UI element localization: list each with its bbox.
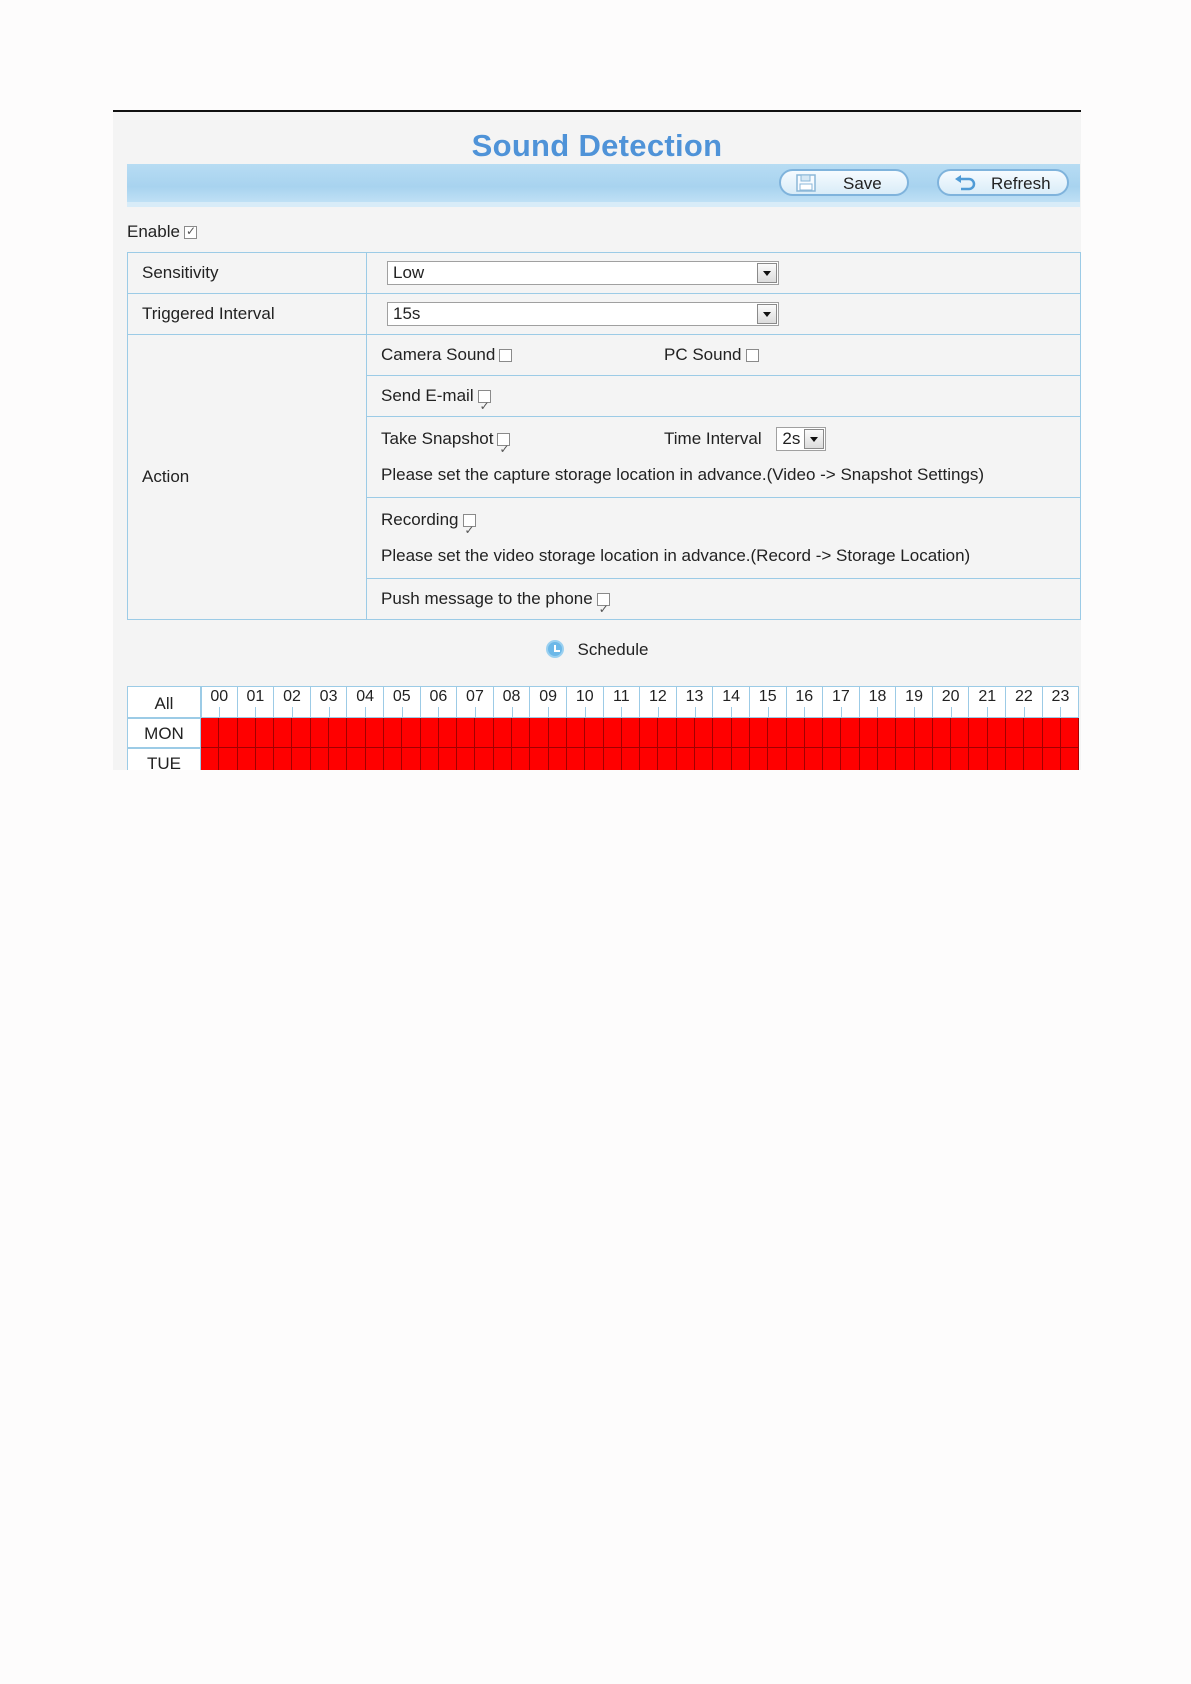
schedule-slot[interactable] [860, 748, 878, 770]
schedule-slot[interactable] [201, 718, 219, 748]
chevron-down-icon [757, 263, 777, 283]
schedule-slot[interactable] [787, 718, 805, 748]
page-title: Sound Detection [471, 128, 723, 163]
schedule-label: Schedule [577, 640, 649, 659]
hour-header-cell[interactable]: 00 [201, 686, 238, 718]
enable-label: Enable [127, 222, 180, 241]
hour-header-cell[interactable]: 05 [384, 686, 421, 718]
hour-header-cell[interactable]: 11 [604, 686, 641, 718]
schedule-slot[interactable] [238, 748, 256, 770]
schedule-slot[interactable] [439, 748, 457, 770]
recording-note: Please set the video storage location in advance.(Record -> Storage Location) [381, 546, 971, 565]
schedule-slot[interactable] [439, 718, 457, 748]
schedule-slot[interactable] [1061, 718, 1079, 748]
schedule-header [113, 640, 1081, 660]
hour-header [201, 686, 1079, 718]
hour-header-cell[interactable]: 16 [787, 686, 824, 718]
schedule-slot[interactable] [347, 748, 365, 770]
schedule-slot[interactable] [347, 718, 365, 748]
schedule-slot[interactable] [622, 718, 640, 748]
schedule-slot[interactable] [915, 718, 933, 748]
time-interval-label: Time Interval [664, 429, 762, 448]
recording-label: Recording [381, 510, 459, 529]
schedule-slot[interactable] [658, 718, 676, 748]
hour-header-cell[interactable]: 12 [640, 686, 677, 718]
schedule-slot[interactable] [311, 718, 329, 748]
enable-row [127, 222, 197, 242]
schedule-slot[interactable] [677, 718, 695, 748]
schedule-slot[interactable] [292, 718, 310, 748]
schedule-slot[interactable] [494, 748, 512, 770]
day-label-mon[interactable]: MON [127, 718, 201, 748]
schedule-slot[interactable] [695, 748, 713, 770]
hour-header-cell[interactable]: 09 [530, 686, 567, 718]
schedule-slot[interactable] [457, 718, 475, 748]
schedule-slot[interactable] [988, 718, 1006, 748]
hour-header-cell[interactable]: 23 [1043, 686, 1080, 718]
schedule-slot[interactable] [384, 748, 402, 770]
schedule-slot[interactable] [841, 748, 859, 770]
schedule-slot[interactable] [219, 748, 237, 770]
recording-checkbox[interactable] [463, 514, 476, 527]
hour-header-cell[interactable]: 06 [421, 686, 458, 718]
schedule-slot[interactable] [896, 718, 914, 748]
schedule-slot[interactable] [805, 748, 823, 770]
hour-header-cell[interactable]: 20 [933, 686, 970, 718]
hour-header-cell[interactable]: 08 [494, 686, 531, 718]
schedule-slot[interactable] [604, 748, 622, 770]
save-button[interactable] [779, 169, 909, 196]
triggered-interval-label: Triggered Interval [128, 294, 367, 335]
schedule-slot[interactable] [1006, 718, 1024, 748]
schedule-slot[interactable] [823, 718, 841, 748]
schedule-slot[interactable] [1024, 718, 1042, 748]
schedule-slot[interactable] [585, 748, 603, 770]
take-snapshot-checkbox[interactable] [497, 433, 510, 446]
pc-sound-label: PC Sound [664, 345, 742, 364]
schedule-slot[interactable] [969, 718, 987, 748]
hour-header-cell[interactable]: 17 [823, 686, 860, 718]
schedule-slot[interactable] [292, 748, 310, 770]
sensitivity-select[interactable] [387, 261, 779, 285]
schedule-slot[interactable] [311, 748, 329, 770]
schedule-slot[interactable] [860, 718, 878, 748]
schedule-slot[interactable] [256, 748, 274, 770]
hour-header-cell[interactable]: 21 [969, 686, 1006, 718]
schedule-slot[interactable] [475, 748, 493, 770]
schedule-slot[interactable] [494, 718, 512, 748]
schedule-slot[interactable] [768, 718, 786, 748]
schedule-slot[interactable] [384, 718, 402, 748]
hour-header-cell[interactable]: 07 [457, 686, 494, 718]
schedule-slot[interactable] [512, 748, 530, 770]
schedule-slot[interactable] [988, 748, 1006, 770]
schedule-slot[interactable] [530, 748, 548, 770]
select-all-cell[interactable]: All [127, 686, 201, 718]
schedule-slot[interactable] [750, 748, 768, 770]
sensitivity-label: Sensitivity [128, 253, 367, 294]
clock-icon [546, 640, 564, 658]
schedule-slot[interactable] [585, 718, 603, 748]
save-label: Save [843, 174, 882, 193]
schedule-slot[interactable] [604, 718, 622, 748]
sound-detection-panel [113, 110, 1081, 770]
hour-header-cell[interactable]: 13 [677, 686, 714, 718]
schedule-slot[interactable] [622, 748, 640, 770]
schedule-slot[interactable] [787, 748, 805, 770]
schedule-slot[interactable] [567, 748, 585, 770]
settings-table [127, 252, 1081, 620]
schedule-slot[interactable] [750, 718, 768, 748]
schedule-slot[interactable] [329, 718, 347, 748]
schedule-slot[interactable] [366, 718, 384, 748]
schedule-slot[interactable] [951, 718, 969, 748]
send-email-checkbox[interactable] [478, 390, 491, 403]
schedule-slot[interactable] [732, 718, 750, 748]
schedule-slot[interactable] [549, 718, 567, 748]
triggered-interval-select[interactable] [387, 302, 779, 326]
schedule-slot[interactable] [658, 748, 676, 770]
hour-header-cell[interactable]: 18 [860, 686, 897, 718]
schedule-slot[interactable] [823, 748, 841, 770]
schedule-slot[interactable] [933, 718, 951, 748]
schedule-slot[interactable] [1043, 718, 1061, 748]
enable-checkbox[interactable] [184, 226, 197, 239]
schedule-slot[interactable] [567, 718, 585, 748]
schedule-slot[interactable] [677, 748, 695, 770]
schedule-slot[interactable] [457, 748, 475, 770]
schedule-slot[interactable] [1043, 748, 1061, 770]
schedule-slot[interactable] [1061, 748, 1079, 770]
schedule-slot[interactable] [841, 718, 859, 748]
schedule-slot[interactable] [219, 718, 237, 748]
schedule-slot[interactable] [402, 748, 420, 770]
schedule-slot[interactable] [402, 718, 420, 748]
toolbar [127, 164, 1080, 207]
push-message-checkbox[interactable] [597, 593, 610, 606]
schedule-slot[interactable] [329, 748, 347, 770]
schedule-slot[interactable] [256, 718, 274, 748]
schedule-slot[interactable] [238, 718, 256, 748]
hour-header-cell[interactable]: 14 [713, 686, 750, 718]
schedule-slot[interactable] [878, 718, 896, 748]
hour-header-cell[interactable]: 22 [1006, 686, 1043, 718]
pc-sound-checkbox[interactable] [746, 349, 759, 362]
hour-header-cell[interactable]: 03 [311, 686, 348, 718]
schedule-slot[interactable] [366, 748, 384, 770]
hour-header-cell[interactable]: 04 [347, 686, 384, 718]
schedule-slot[interactable] [201, 748, 219, 770]
schedule-slot[interactable] [530, 718, 548, 748]
schedule-slot[interactable] [549, 748, 567, 770]
schedule-slot[interactable] [640, 748, 658, 770]
camera-sound-label: Camera Sound [381, 345, 496, 364]
chevron-down-icon [804, 429, 824, 449]
schedule-slot[interactable] [951, 748, 969, 770]
schedule-slot[interactable] [640, 718, 658, 748]
schedule-slot[interactable] [969, 748, 987, 770]
schedule-slot[interactable] [274, 748, 292, 770]
refresh-label: Refresh [991, 174, 1051, 193]
send-email-label: Send E-mail [381, 386, 474, 405]
schedule-slot[interactable] [732, 748, 750, 770]
schedule-slot[interactable] [1006, 748, 1024, 770]
hour-header-cell[interactable]: 19 [896, 686, 933, 718]
sensitivity-value: Low [393, 263, 425, 282]
hour-header-cell[interactable]: 01 [238, 686, 275, 718]
time-interval-value: 2s [782, 429, 801, 448]
schedule-slot[interactable] [421, 718, 439, 748]
schedule-slot[interactable] [915, 748, 933, 770]
day-label-tue[interactable]: TUE [127, 748, 201, 770]
schedule-slot[interactable] [1024, 748, 1042, 770]
schedule-slot[interactable] [713, 718, 731, 748]
take-snapshot-label: Take Snapshot [381, 429, 494, 448]
schedule-slot[interactable] [421, 748, 439, 770]
schedule-slot[interactable] [512, 718, 530, 748]
triggered-interval-value: 15s [393, 304, 421, 323]
schedule-slot[interactable] [274, 718, 292, 748]
schedule-slot[interactable] [805, 718, 823, 748]
schedule-row-mon [201, 718, 1079, 748]
snapshot-note: Please set the capture storage location in advance.(Video -> Snapshot Settings) [381, 465, 985, 484]
hour-header-cell[interactable]: 10 [567, 686, 604, 718]
schedule-slot[interactable] [713, 748, 731, 770]
push-message-label: Push message to the phone [381, 589, 593, 608]
time-interval-select[interactable] [776, 427, 826, 451]
refresh-button[interactable] [937, 169, 1069, 196]
schedule-row-tue [201, 748, 1079, 770]
hour-header-cell[interactable]: 15 [750, 686, 787, 718]
schedule-slot[interactable] [878, 748, 896, 770]
action-label: Action [128, 335, 367, 620]
schedule-slot[interactable] [933, 748, 951, 770]
schedule-slot[interactable] [475, 718, 493, 748]
refresh-icon [953, 174, 977, 192]
hour-header-cell[interactable]: 02 [274, 686, 311, 718]
schedule-slot[interactable] [896, 748, 914, 770]
schedule-slot[interactable] [695, 718, 713, 748]
camera-sound-checkbox[interactable] [499, 349, 512, 362]
schedule-slot[interactable] [768, 748, 786, 770]
save-icon [795, 174, 817, 192]
chevron-down-icon [757, 304, 777, 324]
